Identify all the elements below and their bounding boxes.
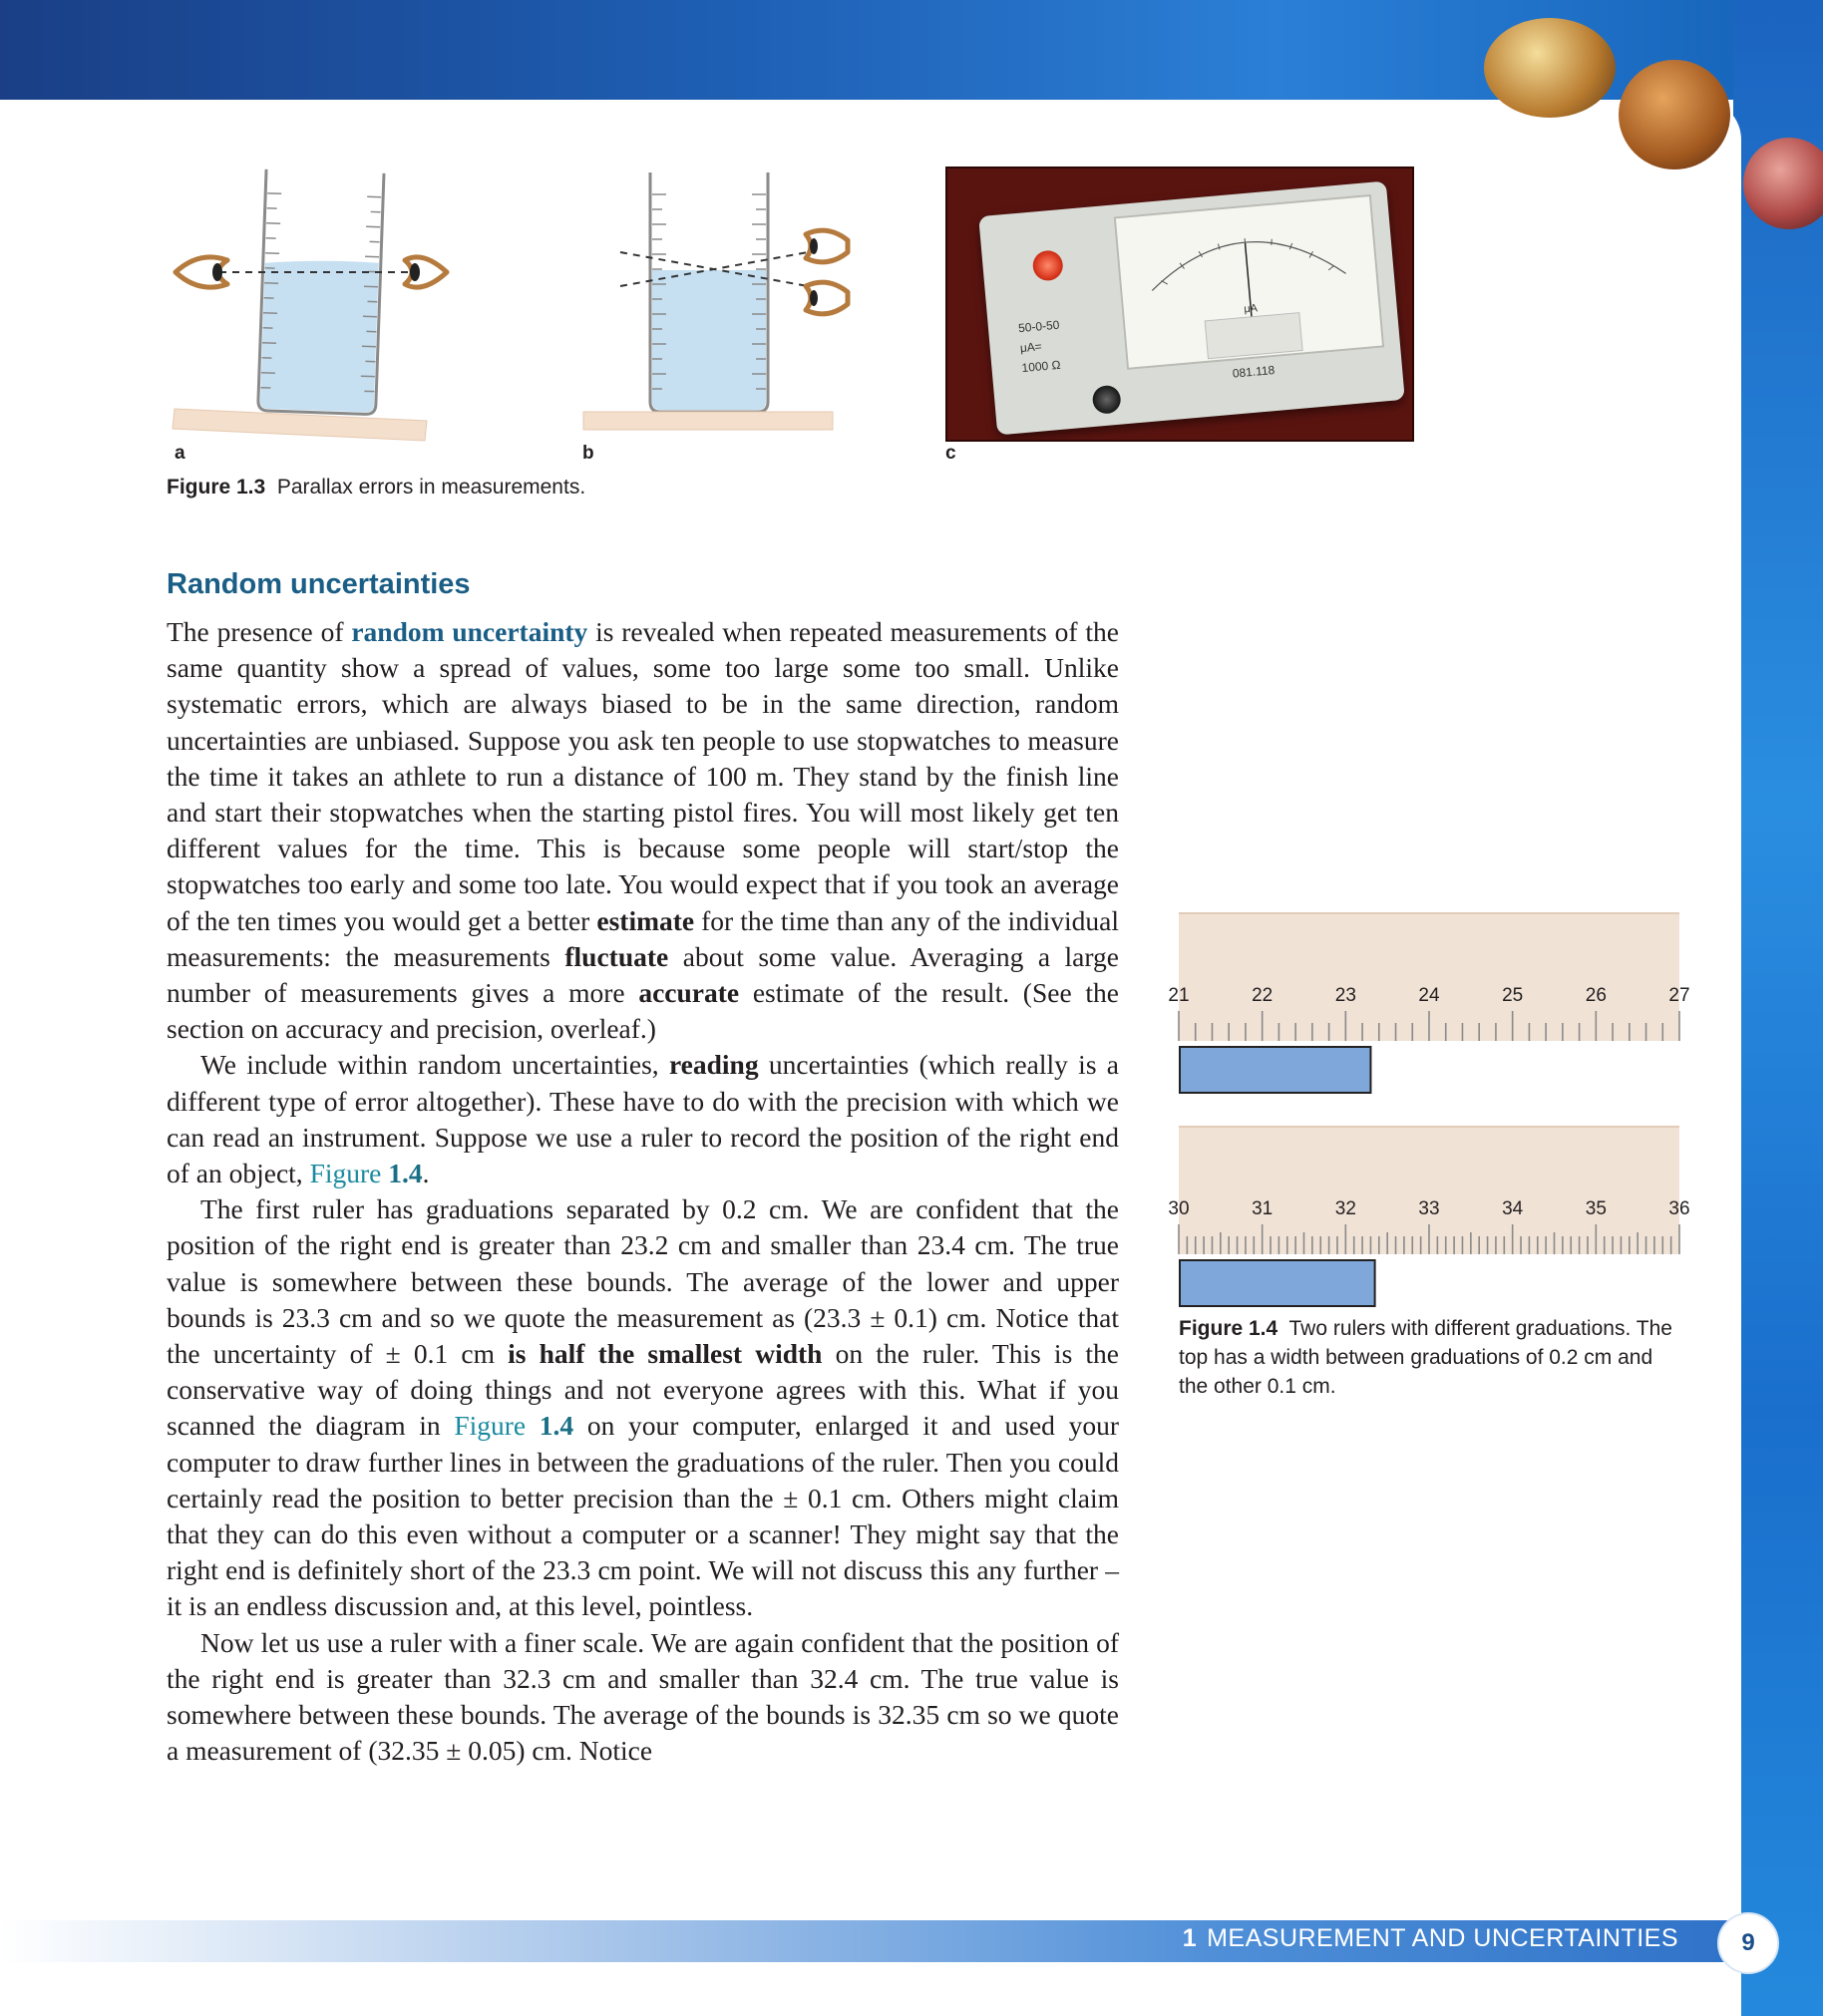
figure-1-3-label-a: a	[175, 443, 185, 464]
planet-1-image	[1484, 18, 1616, 118]
figure-1-3a-diagram	[170, 165, 469, 444]
side-band	[1733, 0, 1823, 2016]
paragraph: The first ruler has graduations separated by 0.2 cm. We are confident that the position of the right end is greater than 23.2 cm and smaller than 23.4 cm. The true value is somewhere between these bounds. The average of the lower and upper bounds is 23.3 cm and so we quote the measurement as (23.3 ± 0.1) cm. Notice that the uncertainty of ± 0.1 cm is half the smallest width on the ruler. This is the conservative way of doing things and not everyone agrees with this. What if you scanned the diagram in Figure 1.4 on your computer, enlarged it and used your computer to draw further lines in between the graduations of the ruler. Then you could certainly read the position to better precision than the ± 0.1 cm. Others might claim that they can do this even without a computer or a scanner! They might say that the right end is definitely short of the 23.3 cm point. We will not discuss this any further – it is an endless discussion and, at this level, pointless.	[167, 1193, 1120, 1622]
figure-1-4-caption	[1179, 1314, 1687, 1401]
ruler-tick-label: 25	[1502, 985, 1524, 1006]
body-text	[167, 614, 1119, 1770]
ruler-tick-label: 30	[1168, 1198, 1190, 1219]
ruler-tick-label: 32	[1334, 1198, 1356, 1219]
measured-object	[1180, 1260, 1375, 1306]
keyword: estimate	[596, 904, 695, 936]
figure-1-3-label-b: b	[582, 443, 594, 464]
red-terminal-icon	[1031, 249, 1064, 282]
chapter-title: MEASUREMENT AND UNCERTAINTIES	[1207, 1924, 1678, 1952]
eye-icon	[405, 257, 447, 287]
ruler-bottom	[1168, 1127, 1689, 1306]
measured-object	[1180, 1047, 1370, 1093]
chapter-number: 1	[1182, 1924, 1198, 1952]
meter-dial	[1116, 196, 1382, 368]
ruler-tick-label: 24	[1418, 985, 1440, 1006]
eye-icon	[806, 230, 848, 262]
keyword: fluctuate	[564, 940, 669, 972]
figure-1-3-caption-label: Figure 1.3	[167, 476, 266, 499]
footer-chapter-title	[1183, 1924, 1678, 1953]
meter-unit-label: μA=	[1019, 339, 1043, 356]
svg-text:μA: μA	[1243, 302, 1259, 316]
ruler-tick-label: 33	[1418, 1198, 1440, 1219]
figure-1-3b-diagram	[578, 165, 878, 444]
figure-1-4-link[interactable]: Figure 1.4	[309, 1158, 423, 1189]
ruler-tick-label: 26	[1585, 985, 1607, 1006]
ruler-tick-label: 31	[1252, 1198, 1274, 1219]
ruler-tick-label: 22	[1252, 985, 1274, 1006]
ruler-tick-label: 34	[1502, 1198, 1524, 1219]
ruler-tick-label: 36	[1668, 1198, 1690, 1219]
figure-1-4-caption-text: Two rulers with different graduations. The top has a width between graduations of 0.2 cm and the other 0.1 cm.	[1179, 1317, 1672, 1398]
eye-icon	[806, 282, 848, 314]
paragraph: Now let us use a ruler with a finer scale. We are again confident that the position of the right end is greater than 32.3 cm and smaller than 32.4 cm. The true value is somewhere between these bounds. The average of the bounds is 32.35 cm so we quote a measurement of (32.35 ± 0.05) cm. Notice	[167, 1626, 1119, 1767]
paragraph: The presence of random uncertainty is revealed when repeated measurements of the same quantity show a spread of values, some too large some too small. Unlike systematic errors, which are always biased to be in the same direction, random uncertainties are unbiased. Suppose you ask ten people to use stopwatches to measure the time it takes an athlete to run a distance of 100 m. They stand by the finish line and start their stopwatches when the starting pistol fires. You will most likely get ten different values for the time. This is because some people will start/stop the stopwatches too early and some too late. You would expect that if you took an average of the ten times you would get a better estimate for the time than any of the individual measurements: the measurements fluctuate about some value. Averaging a large number of measurements gives a more accurate estimate of the result. (See the section on accuracy and precision, overleaf.)	[167, 616, 1119, 1045]
figure-1-3c-meter-photo	[945, 167, 1414, 442]
section-heading: Random uncertainties	[167, 568, 471, 600]
black-terminal-icon	[1092, 385, 1122, 415]
figure-1-3-caption	[167, 473, 585, 502]
figure-1-4-link[interactable]: Figure 1.4	[454, 1410, 574, 1442]
paragraph: We include within random uncertainties, reading uncertainties (which really is a different type of error altogether). These have to do with the precision with which we can read an instrument. Suppose we use a ruler to record the position of the right end of an object, Figure 1.4.	[167, 1049, 1119, 1189]
eye-icon	[176, 257, 227, 287]
ruler-tick-label: 35	[1585, 1198, 1607, 1219]
page-number: 9	[1717, 1912, 1779, 1974]
figure-1-3-caption-text: Parallax errors in measurements.	[276, 476, 586, 499]
ruler-tick-label: 27	[1668, 985, 1690, 1006]
figure-1-3-label-c: c	[945, 443, 956, 464]
ruler-tick-label: 21	[1168, 985, 1190, 1006]
ruler-top	[1168, 913, 1689, 1093]
planet-2-image	[1619, 60, 1730, 169]
keyword: random uncertainty	[351, 616, 588, 647]
keyword: accurate	[638, 977, 740, 1009]
figure-1-4-rulers	[1167, 909, 1695, 1308]
meter-serial-label: 081.118	[1232, 363, 1276, 381]
figure-1-4-caption-label: Figure 1.4	[1179, 1317, 1278, 1340]
ruler-tick-label: 23	[1334, 985, 1356, 1006]
meter-range-label: 50-0-50	[1017, 317, 1060, 336]
meter-resistance-label: 1000 Ω	[1020, 357, 1062, 376]
keyword: reading	[668, 1049, 759, 1081]
keyword: is half the smallest width	[508, 1338, 823, 1370]
